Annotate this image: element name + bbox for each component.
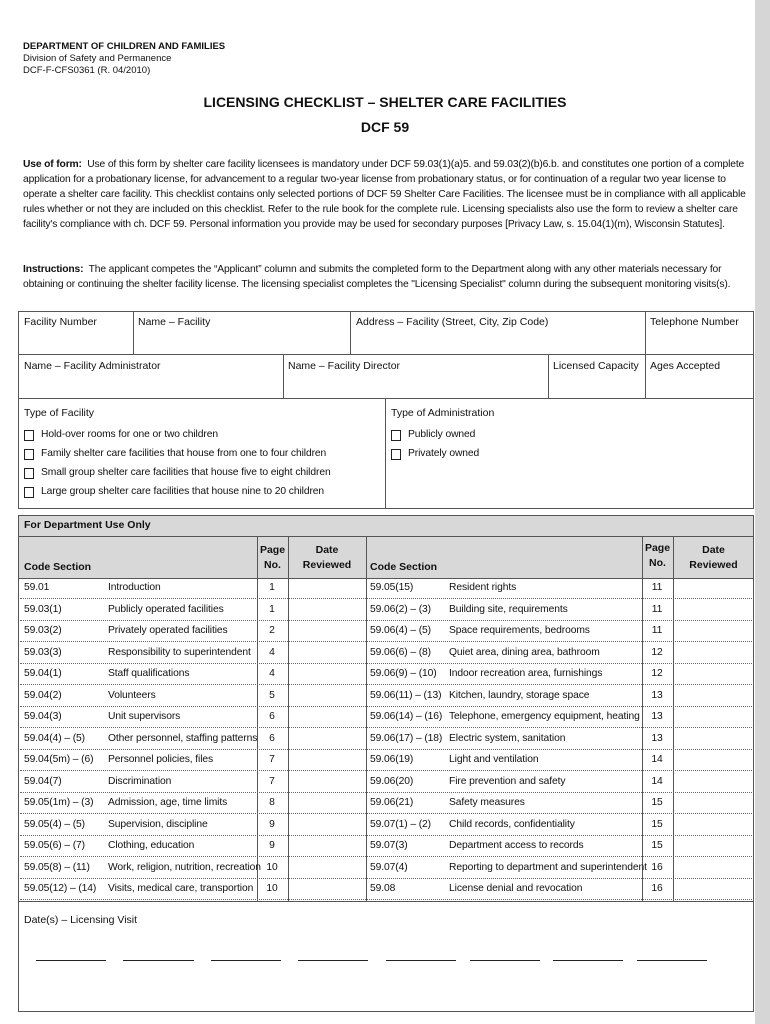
page-number-cell: 15	[651, 797, 663, 808]
facility-type-checkbox-large-group[interactable]	[24, 487, 34, 498]
date-reviewed-input-left[interactable]	[289, 772, 366, 792]
facility-type-option-holdover: Hold-over rooms for one or two children	[41, 429, 218, 440]
code-section-cell: 59.03(3)	[24, 646, 62, 658]
section-description-cell: Other personnel, staffing patterns	[108, 732, 258, 744]
type-of-facility-label: Type of Facility	[24, 407, 95, 419]
section-description-cell: Staff qualifications	[108, 668, 190, 679]
section-description-cell: Introduction	[108, 582, 161, 593]
table-row	[20, 664, 754, 685]
code-section-cell: 59.06(4) – (5)	[370, 625, 431, 636]
type-of-administration-label: Type of Administration	[391, 407, 495, 419]
section-description-cell: Clothing, education	[108, 840, 195, 851]
visit-date-line[interactable]	[298, 960, 368, 961]
code-section-cell: 59.03(1)	[24, 603, 62, 615]
page-number-cell: 7	[269, 754, 275, 765]
section-description-cell: Unit supervisors	[108, 711, 181, 722]
code-section-cell: 59.04(3)	[24, 711, 62, 722]
page-number-cell: 4	[269, 668, 275, 679]
page-number-cell: 13	[651, 689, 663, 701]
code-section-cell: 59.06(14) – (16)	[370, 711, 443, 722]
visit-date-line[interactable]	[211, 960, 281, 961]
use-of-form-label: Use of form:	[23, 159, 82, 170]
code-section-cell: 59.06(19)	[370, 754, 414, 765]
form-header	[23, 41, 225, 77]
date-reviewed-input-left[interactable]	[289, 815, 366, 835]
code-section-cell: 59.05(6) – (7)	[24, 840, 85, 851]
date-reviewed-input-left[interactable]	[289, 858, 366, 878]
table-row	[20, 815, 754, 836]
date-reviewed-input-right[interactable]	[674, 600, 754, 620]
page-number-cell: 11	[651, 603, 663, 615]
code-section-cell: 59.05(12) – (14)	[24, 883, 97, 894]
facility-name-field[interactable]: Name – Facility	[138, 316, 211, 328]
page-number-cell: 12	[651, 646, 663, 658]
section-description-cell: Telephone, emergency equipment, heating	[449, 711, 640, 722]
page-number-cell: 2	[269, 625, 275, 636]
date-reviewed-input-right[interactable]	[674, 793, 754, 813]
table-row	[20, 707, 754, 728]
section-description-cell: Admission, age, time limits	[108, 797, 228, 808]
section-description-cell: Responsibility to superintendent	[108, 646, 251, 658]
visit-date-line[interactable]	[637, 960, 707, 961]
section-description-cell: Work, religion, nutrition, recreation	[108, 861, 261, 873]
page-number-cell: 12	[651, 668, 663, 679]
table-row	[20, 578, 754, 599]
page-number-cell: 14	[651, 754, 663, 765]
table-row	[20, 858, 754, 879]
page-number-cell: 7	[269, 775, 275, 787]
date-reviewed-input-left[interactable]	[289, 578, 366, 598]
department-use-heading: For Department Use Only	[24, 519, 151, 531]
date-reviewed-input-right[interactable]	[674, 707, 754, 727]
page-number-cell: 13	[651, 711, 663, 722]
page-number-cell: 16	[651, 861, 663, 873]
telephone-field[interactable]: Telephone Number	[650, 316, 739, 328]
table-row	[20, 729, 754, 750]
use-of-form-paragraph	[23, 157, 748, 232]
section-description-cell: Light and ventilation	[449, 754, 539, 765]
section-description-cell: Kitchen, laundry, storage space	[449, 689, 590, 701]
code-section-cell: 59.05(1m) – (3)	[24, 797, 94, 808]
section-description-cell: Visits, medical care, transportion	[108, 883, 254, 894]
section-description-cell: Electric system, sanitation	[449, 732, 566, 744]
page-number-cell: 9	[269, 818, 275, 830]
page-number-cell: 15	[651, 840, 663, 851]
page-number-cell: 9	[269, 840, 275, 851]
page-number-cell: 10	[266, 861, 278, 873]
date-reviewed-input-left[interactable]	[289, 643, 366, 663]
ages-accepted-field[interactable]: Ages Accepted	[650, 360, 721, 372]
use-of-form-text: Use of this form by shelter care facility licensees is mandatory under DCF 59.03(1)(a)5. and 59.03(2)(b)6.b. and constitutes one portion of a complete application for a probationary license, for advancement to a regular two-year license from probationary status, or for continuation of a regular two year license to operate a shelter care facility. This checklist contains only selected portions of DCF 59 Shelter Care Facilities. The licensee must be in compliance with all applicable rules whether or not they are included on this checklist. Refer to the rule book for the complete rule. Licensing specialists also use the form to review a shelter care facility's compliance with ch. DCF 59. Personal information you provide may be used for secondary purposes [Privacy Law, s. 15.04(1)(m), Wisconsin Statutes].	[23, 159, 746, 230]
facility-type-option-small-group: Small group shelter care facilities that house five to eight children	[41, 467, 331, 478]
date-reviewed-header-left: Date Reviewed	[302, 544, 352, 571]
section-description-cell: Privately operated facilities	[108, 625, 228, 636]
instructions-paragraph	[23, 262, 748, 292]
code-section-cell: 59.07(3)	[370, 840, 408, 851]
page-number-cell: 10	[266, 883, 278, 894]
code-section-header-left: Code Section	[24, 561, 92, 573]
page-header-left: Page No.	[259, 544, 286, 571]
section-description-cell: Personnel policies, files	[108, 754, 214, 765]
code-section-cell: 59.04(1)	[24, 668, 62, 679]
code-section-cell: 59.04(2)	[24, 689, 62, 701]
section-description-cell: Quiet area, dining area, bathroom	[449, 646, 600, 658]
facility-number-field[interactable]: Facility Number	[24, 316, 97, 328]
section-description-cell: Building site, requirements	[449, 603, 568, 615]
visit-date-line[interactable]	[553, 960, 623, 961]
date-reviewed-input-left[interactable]	[289, 621, 366, 641]
table-row	[20, 750, 754, 771]
date-reviewed-input-right[interactable]	[674, 879, 754, 899]
section-description-cell: Publicly operated facilities	[108, 603, 224, 615]
code-section-cell: 59.07(4)	[370, 861, 408, 873]
code-section-cell: 59.06(21)	[370, 797, 414, 808]
date-reviewed-input-left[interactable]	[289, 600, 366, 620]
table-row	[20, 643, 754, 664]
date-reviewed-input-right[interactable]	[674, 578, 754, 598]
table-row	[20, 621, 754, 642]
instructions-label: Instructions:	[23, 264, 84, 275]
code-section-cell: 59.01	[24, 582, 50, 593]
section-description-cell: Fire prevention and safety	[449, 775, 566, 787]
page-header-right: Page No.	[644, 542, 671, 569]
date-reviewed-input-right[interactable]	[674, 729, 754, 749]
date-reviewed-input-left[interactable]	[289, 686, 366, 706]
page-edge-shadow	[755, 0, 770, 1024]
table-row	[20, 772, 754, 793]
date-reviewed-input-right[interactable]	[674, 664, 754, 684]
facility-type-option-large-group: Large group shelter care facilities that house nine to 20 children	[41, 486, 325, 497]
date-reviewed-input-left[interactable]	[289, 879, 366, 899]
date-reviewed-input-left[interactable]	[289, 707, 366, 727]
date-reviewed-input-right[interactable]	[674, 621, 754, 641]
code-section-cell: 59.08	[370, 883, 396, 894]
date-reviewed-input-left[interactable]	[289, 836, 366, 856]
code-section-cell: 59.06(9) – (10)	[370, 668, 437, 679]
section-description-cell: License denial and revocation	[449, 883, 583, 894]
page-number-cell: 4	[269, 646, 275, 658]
section-description-cell: Discrimination	[108, 775, 172, 787]
director-name-field[interactable]: Name – Facility Director	[288, 360, 401, 372]
code-section-cell: 59.05(4) – (5)	[24, 818, 85, 830]
administration-option-public: Publicly owned	[408, 429, 476, 440]
licensing-visit-label: Date(s) – Licensing Visit	[24, 914, 138, 926]
code-section-cell: 59.07(1) – (2)	[370, 818, 431, 830]
administration-option-private: Privately owned	[408, 448, 480, 459]
table-row	[20, 879, 754, 900]
code-section-cell: 59.06(17) – (18)	[370, 732, 443, 744]
instructions-text: The applicant competes the “Applicant” column and submits the completed form to the Department along with any other materials necessary for obtaining or continuing the shelter facility license. The licensing specialist completes the "Licensing Specialist" column during the subsequent monitoring visits(s).	[23, 264, 731, 290]
date-reviewed-input-right[interactable]	[674, 815, 754, 835]
section-description-cell: Child records, confidentiality	[449, 818, 575, 830]
code-section-cell: 59.06(20)	[370, 775, 414, 787]
code-section-cell: 59.03(2)	[24, 625, 62, 636]
date-reviewed-header-right: Date Reviewed	[689, 544, 738, 571]
section-description-cell: Indoor recreation area, furnishings	[449, 668, 603, 679]
section-description-cell: Volunteers	[108, 689, 156, 701]
code-section-cell: 59.06(2) – (3)	[370, 603, 431, 615]
code-section-cell: 59.05(15)	[370, 582, 414, 593]
code-section-cell: 59.05(8) – (11)	[24, 861, 90, 873]
form-id: DCF-F-CFS0361 (R. 04/2010)	[23, 65, 151, 76]
code-section-cell: 59.06(11) – (13)	[370, 689, 442, 701]
administrator-name-field[interactable]: Name – Facility Administrator	[24, 360, 161, 372]
page-number-cell: 6	[269, 732, 275, 744]
page-number-cell: 11	[651, 582, 663, 593]
code-section-cell: 59.04(7)	[24, 775, 62, 787]
page-number-cell: 1	[269, 603, 275, 615]
section-description-cell: Safety measures	[449, 797, 525, 808]
page-number-cell: 15	[651, 818, 663, 830]
section-description-cell: Supervision, discipline	[108, 818, 208, 830]
page-number-cell: 14	[651, 775, 663, 787]
code-section-cell: 59.06(6) – (8)	[370, 646, 431, 658]
date-reviewed-input-right[interactable]	[674, 643, 754, 663]
visit-date-line[interactable]	[36, 960, 106, 961]
facility-type-checkbox-small-group[interactable]	[24, 468, 34, 479]
form-title: LICENSING CHECKLIST – SHELTER CARE FACILITIES	[203, 94, 567, 110]
code-section-cell: 59.04(5m) – (6)	[24, 754, 94, 765]
page-number-cell: 5	[269, 689, 275, 701]
page-number-cell: 8	[269, 797, 275, 808]
visit-date-line[interactable]	[123, 960, 194, 961]
date-reviewed-input-right[interactable]	[674, 858, 754, 878]
visit-date-line[interactable]	[470, 960, 540, 961]
date-reviewed-input-left[interactable]	[289, 729, 366, 749]
table-row	[20, 836, 754, 857]
administration-checkbox-public[interactable]	[391, 430, 401, 441]
code-section-cell: 59.04(4) – (5)	[24, 732, 85, 744]
administration-checkbox-private[interactable]	[391, 449, 401, 460]
table-row	[20, 686, 754, 707]
facility-type-checkbox-family[interactable]	[24, 449, 34, 460]
section-description-cell: Reporting to department and superintendent	[449, 861, 647, 873]
form-subtitle: DCF 59	[360, 119, 410, 135]
date-reviewed-input-left[interactable]	[289, 793, 366, 813]
page-number-cell: 6	[269, 711, 275, 722]
date-reviewed-input-right[interactable]	[674, 772, 754, 792]
date-reviewed-input-left[interactable]	[289, 750, 366, 770]
section-description-cell: Department access to records	[449, 840, 584, 851]
table-row	[20, 793, 754, 814]
date-reviewed-input-right[interactable]	[674, 750, 754, 770]
facility-type-option-family: Family shelter care facilities that house from one to four children	[41, 448, 327, 459]
facility-address-field[interactable]: Address – Facility (Street, City, Zip Code)	[356, 316, 549, 328]
section-description-cell: Space requirements, bedrooms	[449, 625, 590, 636]
department-name: DEPARTMENT OF CHILDREN AND FAMILIES	[23, 41, 226, 52]
code-section-header-right: Code Section	[370, 561, 438, 573]
page-number-cell: 16	[651, 883, 663, 894]
division-name: Division of Safety and Permanence	[23, 53, 172, 64]
page-number-cell: 1	[269, 582, 275, 593]
date-reviewed-input-right[interactable]	[674, 836, 754, 856]
date-reviewed-input-right[interactable]	[674, 686, 754, 706]
licensed-capacity-field[interactable]: Licensed Capacity	[553, 360, 639, 372]
date-reviewed-input-left[interactable]	[289, 664, 366, 684]
visit-date-line[interactable]	[386, 960, 456, 961]
facility-type-checkbox-holdover[interactable]	[24, 430, 34, 441]
page-number-cell: 13	[651, 732, 663, 744]
page-number-cell: 11	[651, 625, 663, 636]
table-row	[20, 600, 754, 621]
section-description-cell: Resident rights	[449, 582, 517, 593]
